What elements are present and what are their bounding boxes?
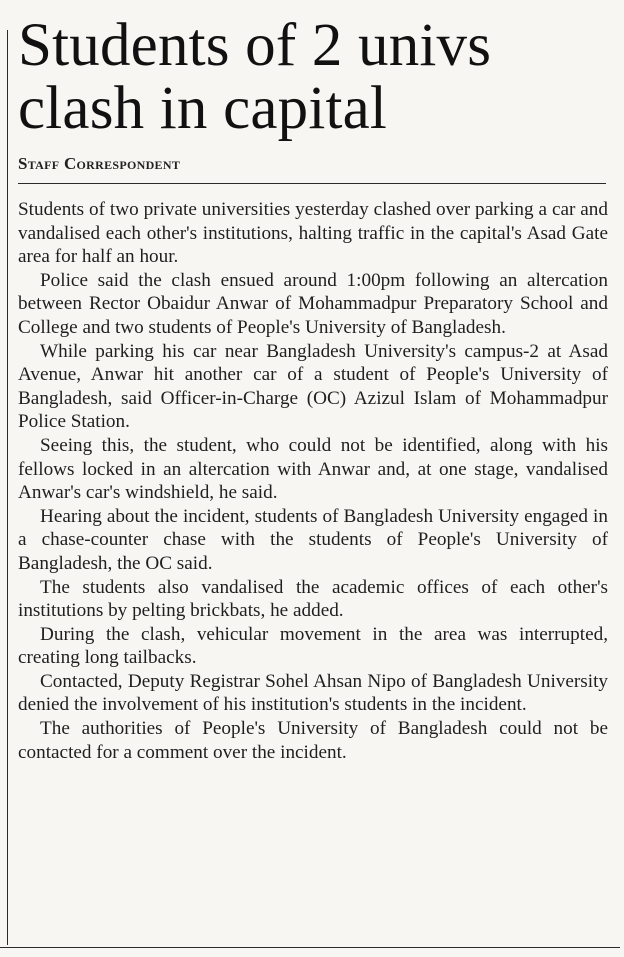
article-paragraph: Police said the clash ensued around 1:00pm following an altercation between Rector Obaidur Anwar of Mohammadpur Preparatory School and College and two students of People's University of Bangladesh. (18, 269, 608, 338)
article-body (18, 198, 608, 764)
article-paragraph: Contacted, Deputy Registrar Sohel Ahsan Nipo of Bangladesh University denied the involvement of his institution's students in the incident. (18, 670, 608, 716)
article-paragraph: The students also vandalised the academic offices of each other's institutions by pelting brickbats, he added. (18, 576, 608, 622)
byline-divider (18, 183, 606, 184)
article-headline: Students of 2 univs clash in capital (18, 12, 492, 142)
article-paragraph: Seeing this, the student, who could not be identified, along with his fellows locked in an altercation with Anwar and, at one stage, vandalised Anwar's car's windshield, he said. (18, 434, 608, 504)
article-byline: Staff Correspondent (18, 154, 181, 173)
column-left-rule (7, 30, 8, 945)
article-paragraph: While parking his car near Bangladesh University's campus-2 at Asad Avenue, Anwar hit another car of a student of People's University of Bangladesh, said Officer-in-Charge (OC) Azizul Islam of Mohammadpur Police Station. (18, 340, 608, 433)
article-paragraph: Hearing about the incident, students of Bangladesh University engaged in a chase-counter chase with the students of People's University of Bangladesh, the OC said. (18, 505, 608, 574)
article-paragraph: Students of two private universities yesterday clashed over parking a car and vandalised each other's institutions, halting traffic in the capital's Asad Gate area for half an hour. (18, 199, 608, 268)
article-paragraph: During the clash, vehicular movement in the area was interrupted, creating long tailbacks. (18, 623, 608, 669)
news-article (18, 14, 608, 764)
article-paragraph: The authorities of People's University of Bangladesh could not be contacted for a comment over the incident. (18, 718, 608, 763)
column-bottom-rule (0, 947, 620, 948)
